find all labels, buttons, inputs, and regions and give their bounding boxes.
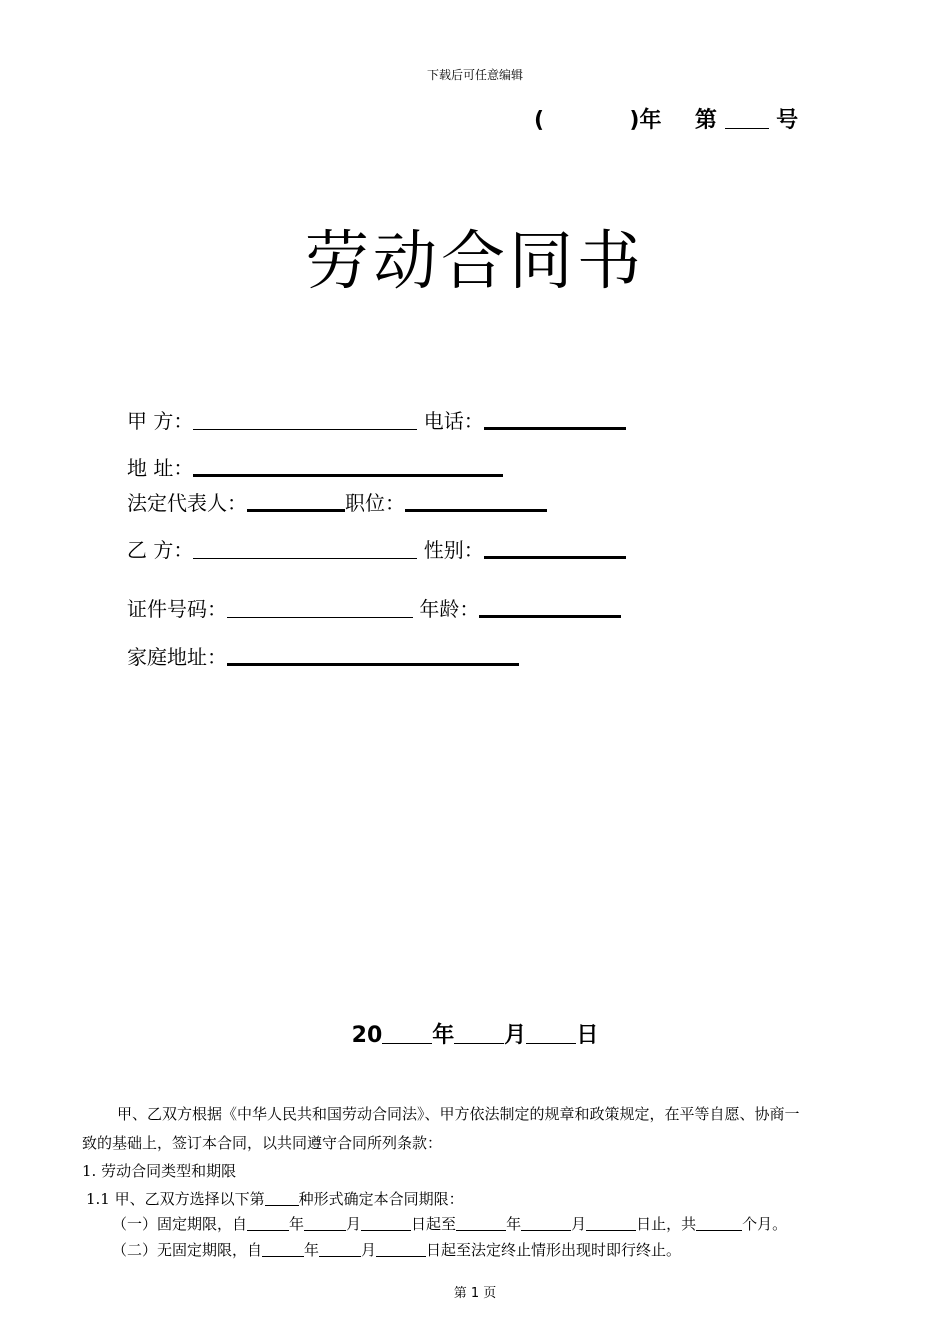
party-a-field[interactable] <box>193 409 417 430</box>
open-term-clause <box>112 1239 681 1260</box>
page-title: 劳动合同书 <box>305 225 645 299</box>
position-label: 职位： <box>345 491 405 515</box>
party-a-row <box>127 405 626 434</box>
number-prefix-label: 第 <box>694 108 717 133</box>
open-start-month-blank[interactable] <box>319 1241 361 1257</box>
clause-1-1-text-a: 1.1 甲、乙双方选择以下第 <box>86 1190 265 1208</box>
position-field[interactable] <box>405 489 547 512</box>
number-open-paren: ( <box>534 108 545 133</box>
number-suffix-label: 号 <box>776 108 799 133</box>
home-address-label: 家庭地址： <box>127 645 227 669</box>
fixed-end-year-blank[interactable] <box>456 1215 506 1231</box>
home-address-field[interactable] <box>227 643 519 666</box>
party-b-label: 乙 方： <box>127 538 194 562</box>
phone-field[interactable] <box>484 407 626 430</box>
fixed-end-day-blank[interactable] <box>586 1215 636 1231</box>
date-month-label: 月 <box>504 1023 527 1048</box>
footer-prefix: 第 <box>453 1286 467 1301</box>
number-blank[interactable] <box>725 106 769 129</box>
fixed-start-day-blank[interactable] <box>361 1215 411 1231</box>
fixed-start-year-blank[interactable] <box>247 1215 289 1231</box>
open-start-year-blank[interactable] <box>262 1241 304 1257</box>
fixed-term-text-e: 年 <box>506 1215 522 1233</box>
address-row <box>127 452 503 481</box>
fixed-term-clause <box>112 1213 787 1234</box>
fixed-term-text-h: 个月。 <box>742 1215 788 1233</box>
footer-page-number: 1 <box>470 1286 480 1301</box>
fixed-term-text-a: （一）固定期限，自 <box>112 1215 248 1233</box>
party-b-field[interactable] <box>193 538 417 559</box>
gender-label: 性别： <box>423 538 484 562</box>
date-day-blank[interactable] <box>526 1021 576 1044</box>
date-prefix: 20 <box>351 1023 383 1048</box>
signing-date-line <box>0 1018 950 1049</box>
fixed-term-text-b: 年 <box>289 1215 305 1233</box>
legal-rep-row <box>127 487 547 516</box>
id-field[interactable] <box>227 597 413 618</box>
open-start-day-blank[interactable] <box>376 1241 426 1257</box>
number-year-label: )年 <box>629 108 662 133</box>
clause-1-1 <box>86 1188 464 1209</box>
legal-rep-field[interactable] <box>247 489 345 512</box>
party-b-row <box>127 534 626 563</box>
fixed-start-month-blank[interactable] <box>304 1215 346 1231</box>
open-term-text-d: 日起至法定终止情形出现时即行终止。 <box>426 1241 682 1259</box>
home-address-row <box>127 641 519 670</box>
fixed-term-text-c: 月 <box>346 1215 362 1233</box>
date-year-label: 年 <box>432 1023 455 1048</box>
clause-1-1-text-b: 种形式确定本合同期限： <box>298 1190 464 1208</box>
id-label: 证件号码： <box>127 597 227 621</box>
gender-field[interactable] <box>484 536 626 559</box>
open-term-text-a: （二）无固定期限，自 <box>112 1241 263 1259</box>
intro-line-1: 甲、乙双方根据《中华人民共和国劳动合同法》、甲方依法制定的规章和政策规定，在平等自愿、协商一 <box>117 1105 800 1123</box>
phone-label: 电话： <box>423 409 484 433</box>
section-1-heading: 1. 劳动合同类型和期限 <box>82 1162 237 1180</box>
header-note: 下载后可任意编辑 <box>426 68 523 82</box>
fixed-months-blank[interactable] <box>696 1215 742 1231</box>
intro-line-2: 致的基础上，签订本合同，以共同遵守合同所列条款： <box>82 1134 443 1152</box>
footer-suffix: 页 <box>483 1286 497 1301</box>
date-day-label: 日 <box>576 1023 599 1048</box>
contract-number-line <box>534 103 798 134</box>
address-field[interactable] <box>193 454 503 477</box>
legal-rep-label: 法定代表人： <box>127 491 247 515</box>
fixed-term-text-g: 日止，共 <box>636 1215 697 1233</box>
date-month-blank[interactable] <box>454 1021 504 1044</box>
fixed-term-text-d: 日起至 <box>411 1215 457 1233</box>
age-label: 年龄： <box>419 597 480 621</box>
date-year-blank[interactable] <box>382 1021 432 1044</box>
fixed-end-month-blank[interactable] <box>521 1215 571 1231</box>
age-field[interactable] <box>479 595 621 618</box>
address-label: 地 址： <box>127 456 194 480</box>
page-number-footer <box>0 1282 950 1301</box>
open-term-text-b: 年 <box>304 1241 320 1259</box>
term-type-blank[interactable] <box>265 1190 299 1206</box>
fixed-term-text-f: 月 <box>571 1215 587 1233</box>
open-term-text-c: 月 <box>361 1241 377 1259</box>
id-row <box>127 593 621 622</box>
party-a-label: 甲 方： <box>127 409 194 433</box>
